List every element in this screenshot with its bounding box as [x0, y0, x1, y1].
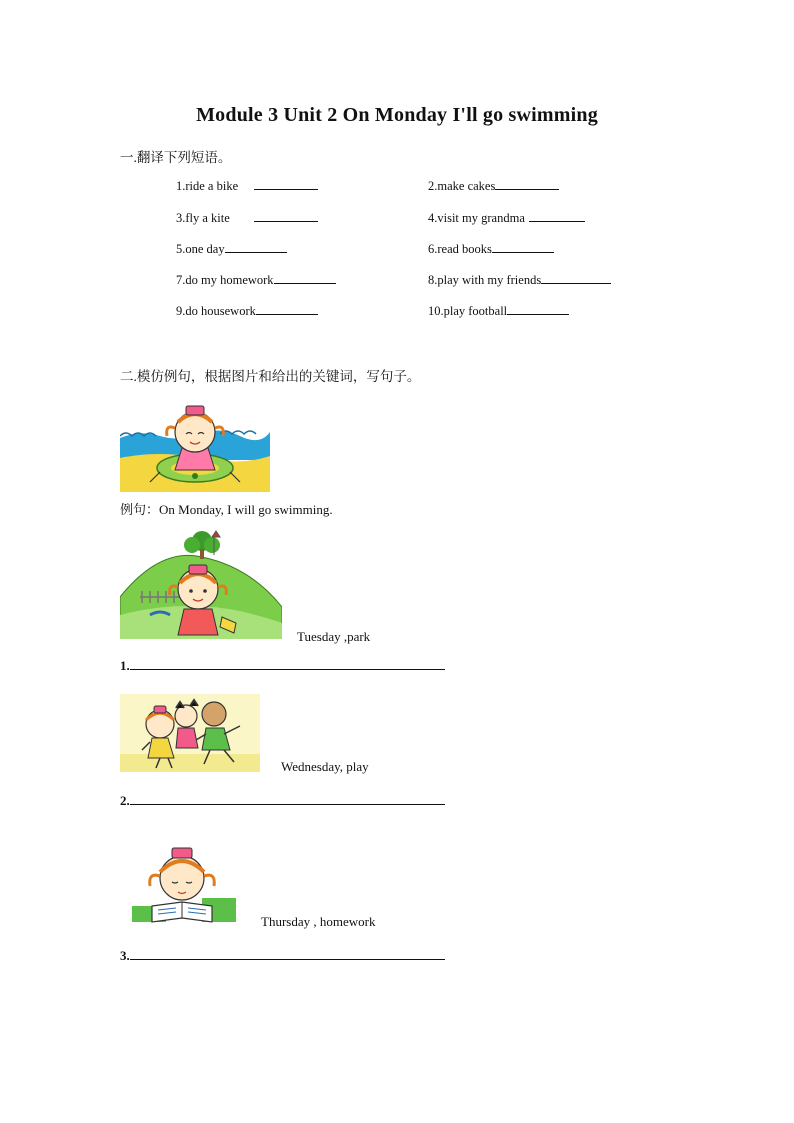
- phrase-text: 3.fly a kite: [176, 211, 230, 225]
- answer-blank[interactable]: [274, 271, 336, 284]
- phrase-item: [428, 240, 554, 257]
- question-keywords: Wednesday, play: [281, 759, 369, 774]
- answer-blank[interactable]: [254, 177, 318, 190]
- phrase-text: 9.do housework: [176, 304, 256, 318]
- phrase-item: [428, 209, 585, 226]
- phrase-text: 2.make cakes: [428, 179, 496, 193]
- park-girl-illustration: [120, 527, 282, 639]
- phrase-item: [176, 209, 318, 226]
- phrase-item: [176, 302, 318, 319]
- answer-blank[interactable]: [130, 656, 445, 670]
- answer-blank[interactable]: [254, 209, 318, 222]
- answer-blank[interactable]: [507, 302, 569, 315]
- answer-blank[interactable]: [495, 177, 559, 190]
- section-1-heading: 一.翻译下列短语。: [120, 150, 232, 165]
- playing-children-illustration: [120, 694, 260, 772]
- answer-blank[interactable]: [225, 240, 287, 253]
- question-number: 1.: [120, 658, 130, 673]
- phrase-text: 4.visit my grandma: [428, 211, 525, 225]
- phrase-item: [176, 240, 287, 257]
- page-title: Module 3 Unit 2 On Monday I'll go swimming: [196, 104, 598, 126]
- phrase-text: 5.one day: [176, 242, 225, 256]
- question-keywords: Thursday , homework: [261, 914, 376, 929]
- answer-blank[interactable]: [256, 302, 318, 315]
- example-label: 例句：: [120, 502, 160, 517]
- phrase-text: 8.play with my friends: [428, 273, 542, 287]
- section-2-heading: 二.模仿例句，根据图片和给出的关键词，写句子。: [120, 369, 421, 384]
- answer-blank[interactable]: [492, 240, 554, 253]
- phrase-item: [428, 177, 559, 194]
- question-number: 2.: [120, 793, 130, 808]
- answer-blank[interactable]: [541, 271, 611, 284]
- answer-line: [120, 656, 445, 674]
- answer-line: [120, 946, 445, 964]
- phrase-item: [176, 271, 336, 288]
- phrase-item: [428, 302, 569, 319]
- question-number: 3.: [120, 948, 130, 963]
- answer-line: [120, 791, 445, 809]
- swimming-girl-illustration: [120, 400, 270, 492]
- phrase-text: 1.ride a bike: [176, 179, 239, 193]
- homework-girl-illustration: [132, 842, 236, 926]
- example-text: On Monday, I will go swimming.: [159, 502, 333, 517]
- answer-blank[interactable]: [130, 791, 445, 805]
- answer-blank[interactable]: [130, 946, 445, 960]
- question-keywords: Tuesday ,park: [297, 629, 371, 644]
- example-sentence: [120, 499, 333, 518]
- phrase-item: [428, 271, 611, 288]
- phrase-text: 6.read books: [428, 242, 492, 256]
- phrase-text: 10.play football: [428, 304, 508, 318]
- phrase-item: [176, 177, 318, 194]
- answer-blank[interactable]: [529, 209, 585, 222]
- phrase-text: 7.do my homework: [176, 273, 274, 287]
